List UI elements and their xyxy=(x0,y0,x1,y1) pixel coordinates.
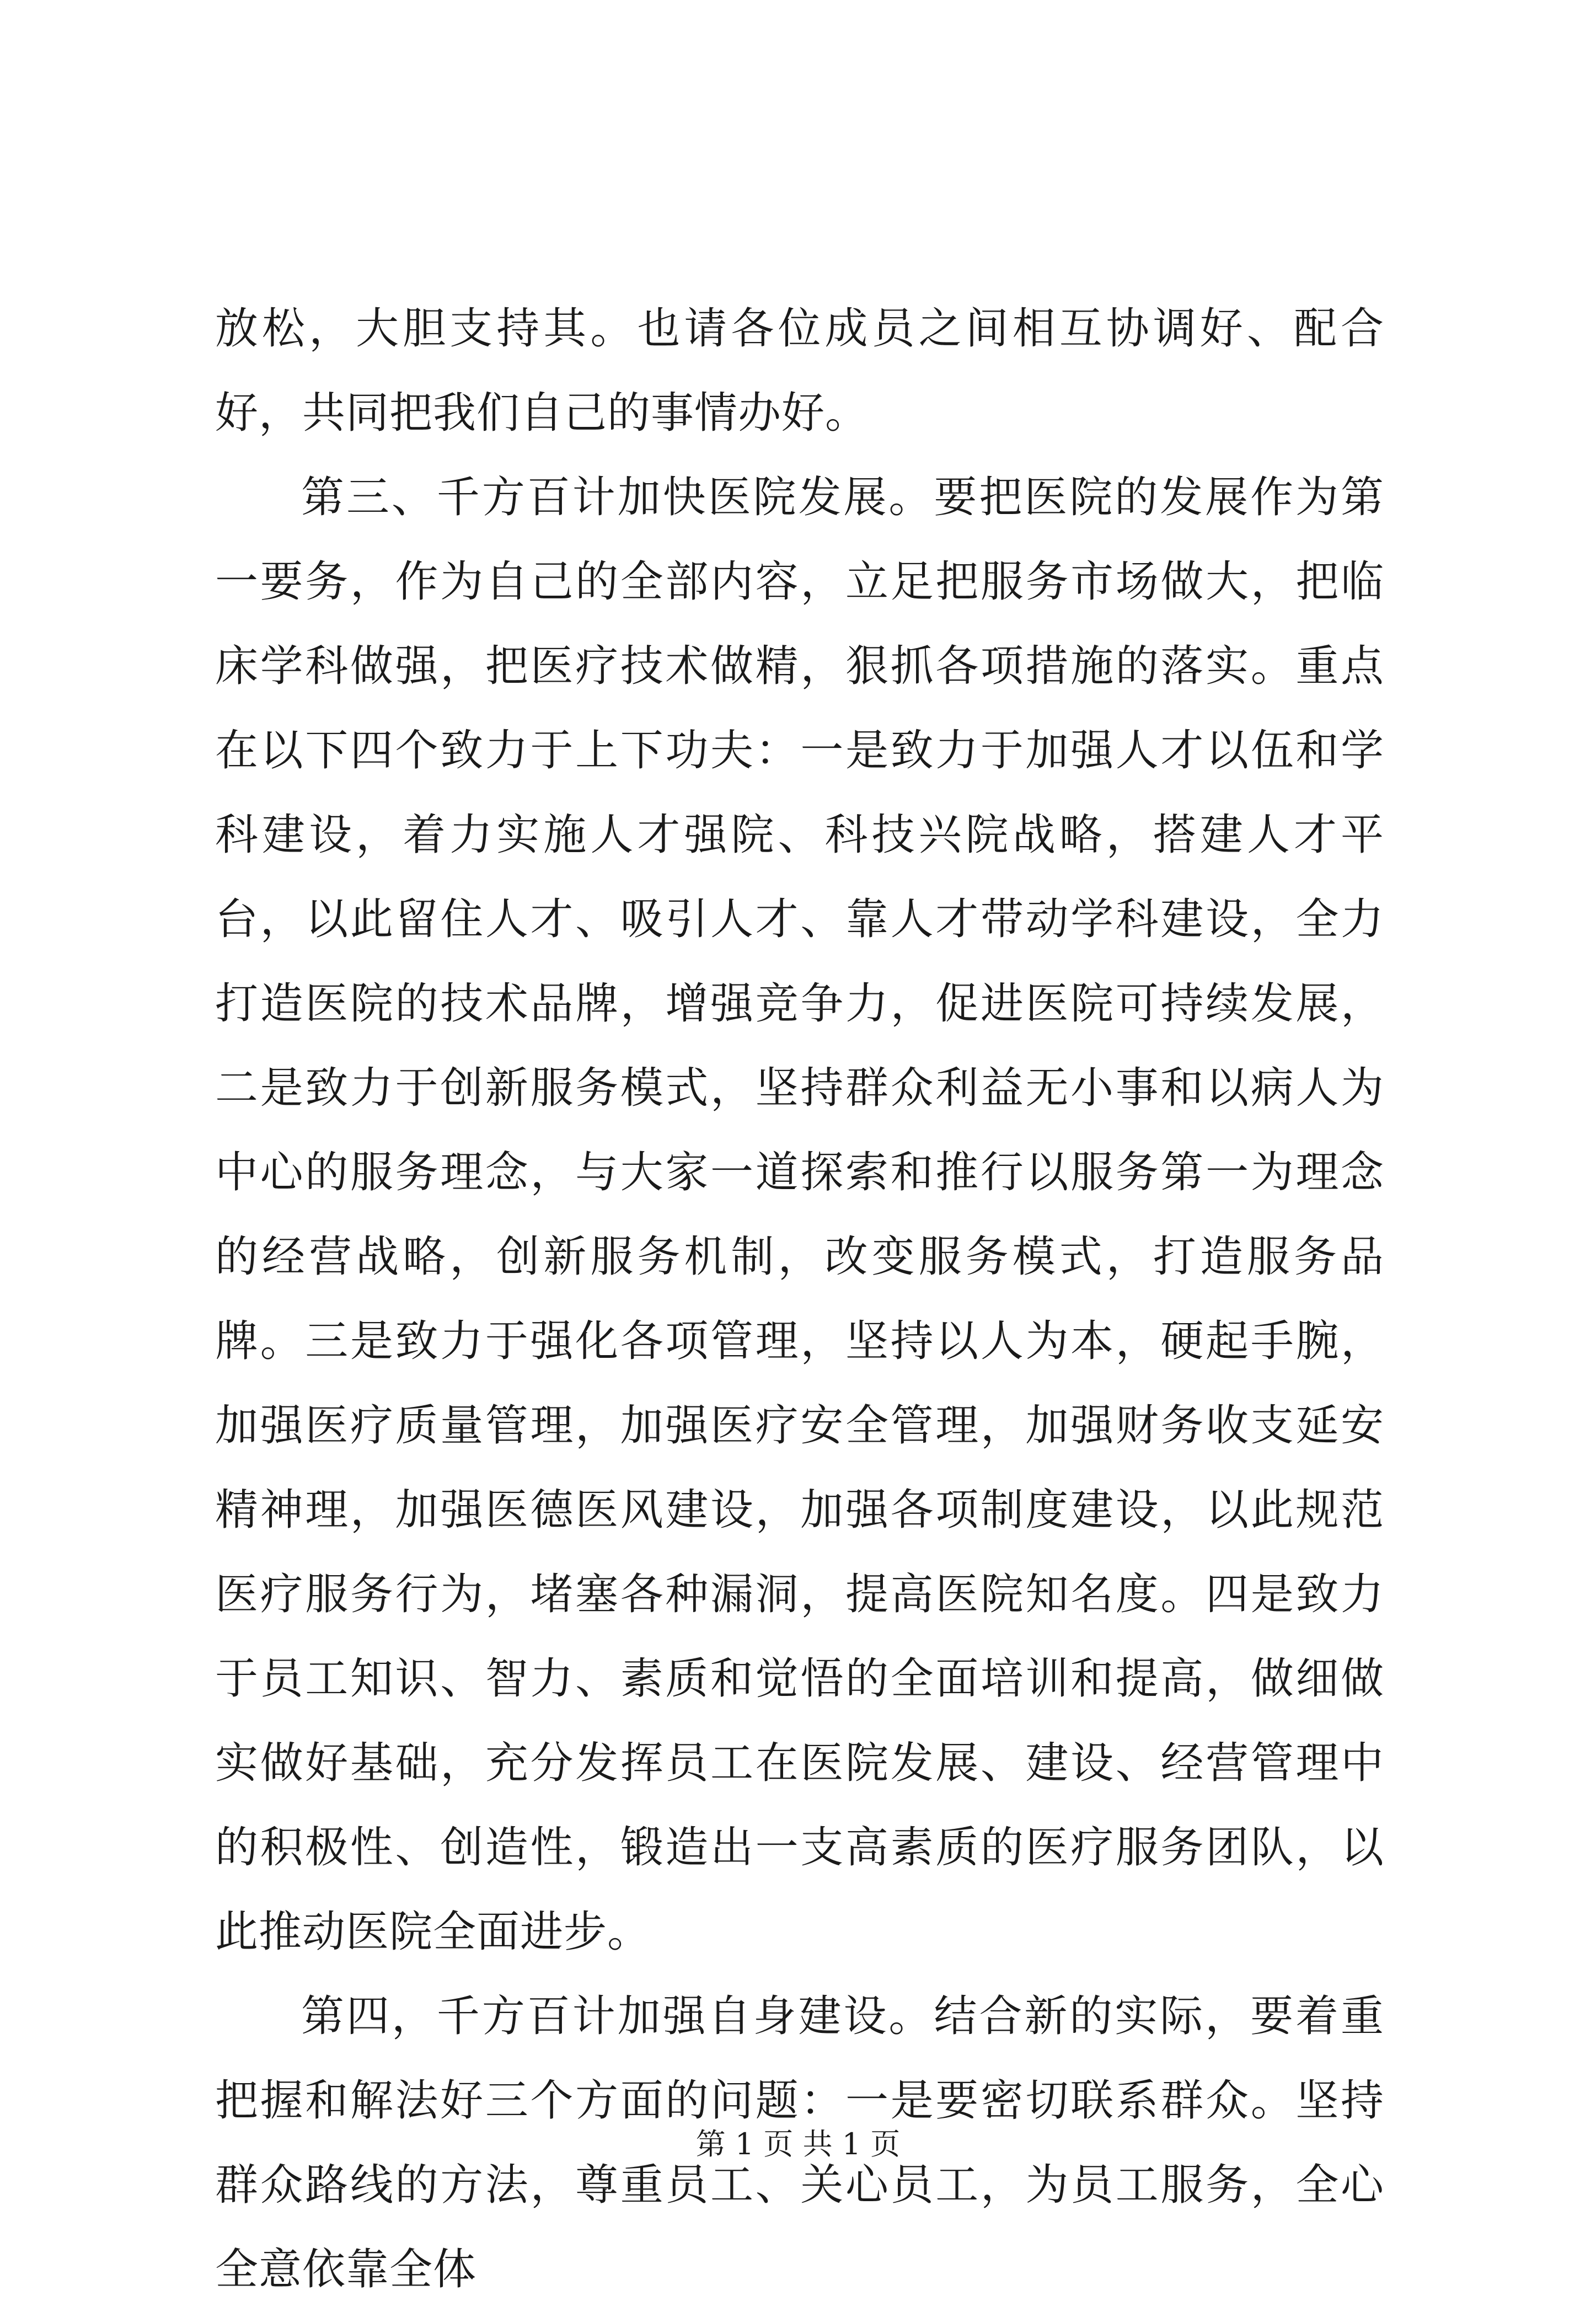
paragraph-continuation: 放松，大胆支持其。也请各位成员之间相互协调好、配合好，共同把我们自己的事情办好。 xyxy=(215,304,1384,438)
paragraph-section-three: 第三、千方百计加快医院发展。要把医院的发展作为第一要务，作为自己的全部内容，立足把服务市场做大，把临床学科做强，把医疗技术做精，狠抓各项措施的落实。重点在以下四个致力于上下功夫：一是致力于加强人才以伍和学科建设，着力实施人才强院、科技兴院战略，搭建人才平台，以此留住人才、吸引人才、靠人才带动学科建设，全力打造医院的技术品牌，增强竞争力，促进医院可持续发展，二是致力于创新服务模式，坚持群众利益无小事和以病人为中心的服务理念，与大家一道探索和推行以服务第一为理念的经营战略，创新服务机制，改变服务模式，打造服务品牌。三是致力于强化各项管理，坚持以人为本，硬起手腕，加强医疗质量管理，加强医疗安全管理，加强财务收支延安精神理，加强医德医风建设，加强各项制度建设，以此规范医疗服务行为，堵塞各种漏洞，提高医院知名度。四是致力于员工知识、智力、素质和觉悟的全面培训和提高，做细做实做好基础，充分发挥员工在医院发展、建设、经营管理中的积极性、创造性，锻造出一支高素质的医疗服务团队，以此推动医院全面进步。 xyxy=(215,473,1384,1957)
paragraph-section-four: 第四，千方百计加强自身建设。结合新的实际，要着重把握和解法好三个方面的问题：一是要密切联系群众。坚持群众路线的方法，尊重员工、关心员工，为员工服务，全心全意依靠全体 xyxy=(215,1992,1384,2294)
page-footer: 第 1 页 共 1 页 xyxy=(695,2127,901,2161)
document-body xyxy=(215,287,1384,2312)
